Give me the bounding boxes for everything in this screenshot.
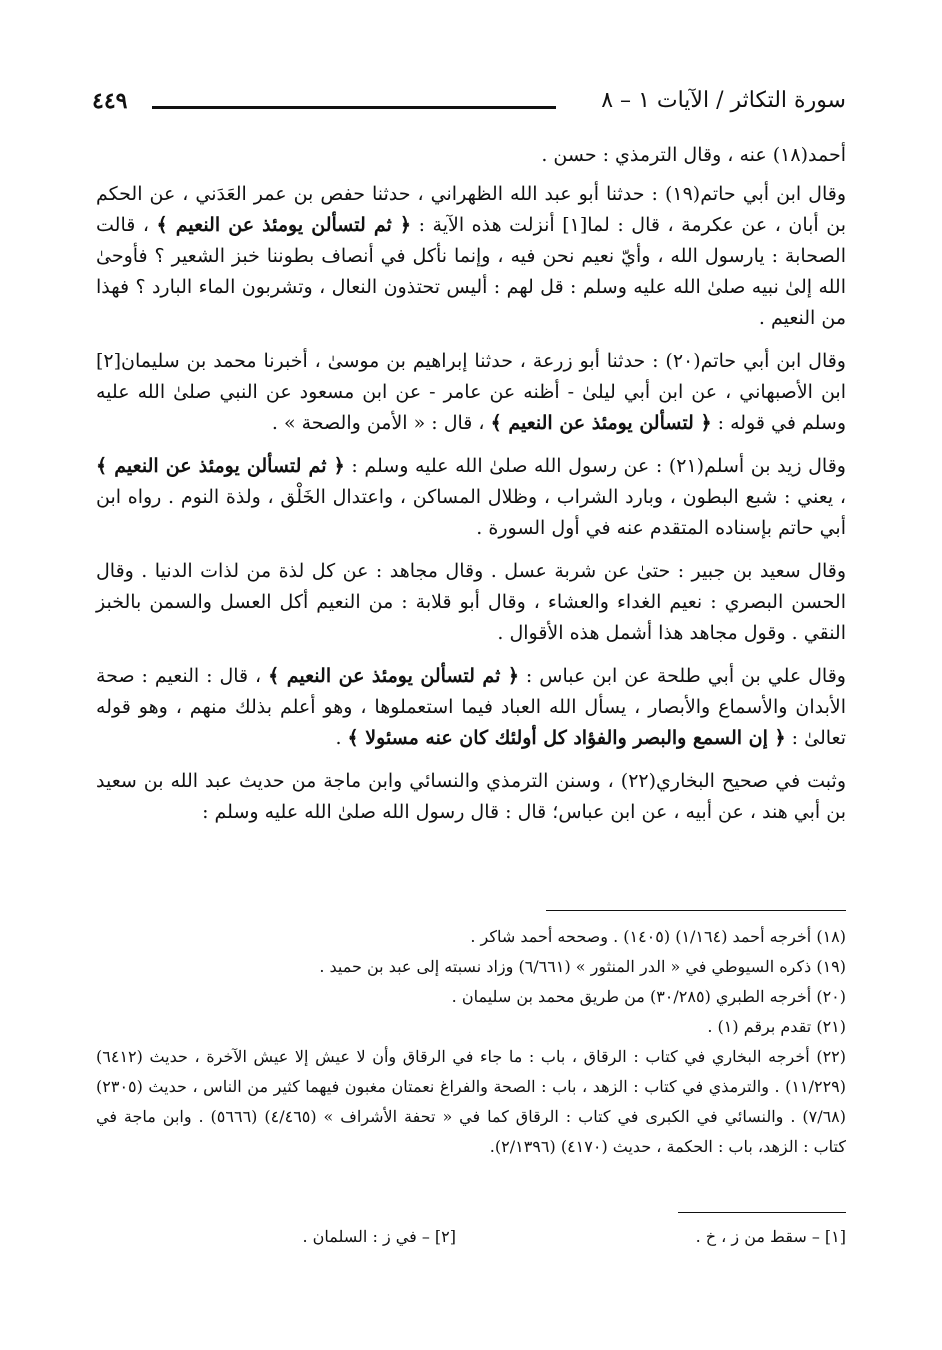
header-rule bbox=[152, 106, 556, 109]
text-run: وثبت في صحيح البخاري(٢٢) ، وسنن الترمذي والنسائي وابن ماجة من حديث عبد الله بن سعيد بن أبي هند ، عن أبيه ، عن ابن عباس؛ قال : قال رسول الله صلىٰ الله عليه وسلم : bbox=[96, 770, 847, 823]
text-run: ، قال : النعيم : صحة الأبدان والأسماع والأبصار ، يسأل الله العباد فيما استعملوها ، وهو أعلم بذلك منهم ، وهو قوله تعالىٰ : bbox=[96, 665, 846, 749]
text-run: ، قالت الصحابة : يارسول الله ، وأيّ نعيم نحن فيه ، وإنما نأكل في أنصاف بطوننا خبز الشعير ؟ فأوحىٰ الله إلىٰ نبيه صلىٰ الله عليه وسلم : قل لهم : أليس تحتذون النعال ، وتشربون الماء البارد ؟ فهذا من النعيم . bbox=[96, 214, 846, 329]
paragraph bbox=[96, 451, 846, 544]
quran-quote: ﴿ ثم لتسألن يومئذ عن النعيم ﴾ bbox=[268, 665, 519, 687]
footnote: (١٨) أخرجه أحمد (١/١٦٤) (١٤٠٥) . وصححه أحمد شاكر . bbox=[470, 927, 846, 946]
footnotes bbox=[96, 922, 846, 1162]
text-run: وقال ابن أبي حاتم(١٩) : حدثنا أبو عبد الله الظهراني ، حدثنا حفص بن عمر العَدَني ، عن الحكم بن أبان ، عن عكرمة ، قال : لما[١] أنزلت هذه الآية : bbox=[96, 183, 846, 236]
text-run: . bbox=[335, 727, 348, 749]
footnote: (١٩) ذكره السيوطي في « الدر المنثور » (٦/٦٦١) وزاد نسبته إلى عبد بن حميد . bbox=[319, 957, 846, 976]
quran-quote: ﴿ إن السمع والبصر والفؤاد كل أولئك كان عنه مسئولا ﴾ bbox=[347, 727, 786, 749]
text-run: وقال ابن أبي حاتم(٢٠) : حدثنا أبو زرعة ، حدثنا إبراهيم بن موسىٰ ، أخبرنا محمد بن سليمان[٢] ابن الأصبهاني ، عن ابن أبي ليلىٰ - أظنه عن عامر - عن ابن مسعود عن النبي صلىٰ الله عليه وسلم في قوله : bbox=[96, 350, 846, 434]
paragraph bbox=[96, 661, 846, 754]
text-run: وقال علي بن أبي طلحة عن ابن عباس : bbox=[519, 665, 846, 687]
running-header bbox=[92, 88, 846, 122]
paragraph bbox=[96, 346, 846, 439]
text-run: ، قال : « الأمن والصحة » . bbox=[271, 412, 491, 434]
editorial-note: [١] – سقط من ز ، خ . bbox=[695, 1227, 846, 1246]
paragraph bbox=[96, 179, 846, 334]
page-number: ٤٤٩ bbox=[92, 88, 128, 114]
text-run: أحمد(١٨) عنه ، وقال الترمذي : حسن . bbox=[541, 144, 846, 166]
editorial-note: [٢] – في ز : السلمان . bbox=[302, 1227, 456, 1246]
footnote: (٢٢) أخرجه البخاري في كتاب : الرقاق ، باب : ما جاء في الرقاق وأن لا عيش إلا عيش الآخرة ، حديث (٦٤١٢) (١١/٢٢٩) . والترمذي في كتاب : الزهد ، باب : الصحة والفراغ نعمتان مغبون فيهما كثير من الناس ، حديث (٢٣٠٥) (٧/٦٨) . والنسائي في الكبرى في كتاب : الرقاق كما في « تحفة الأشراف » (٤/٤٦٥) (٥٦٦٦) . وابن ماجة في كتاب : الزهد، باب : الحكمة ، حديث (٤١٧٠) (٢/١٣٩٦). bbox=[96, 1047, 847, 1156]
footnote: (٢١) تقدم برقم (١) . bbox=[707, 1017, 846, 1036]
main-text bbox=[96, 140, 846, 840]
paragraph bbox=[96, 556, 846, 649]
surah-title: سورة التكاثر / الآيات ١ – ٨ bbox=[601, 88, 846, 113]
quran-quote: ﴿ ثم لتسألن يومئذ عن النعيم ﴾ bbox=[156, 214, 412, 236]
footnote-separator bbox=[546, 910, 846, 911]
text-run: وقال سعيد بن جبير : حتىٰ عن شربة عسل . وقال مجاهد : عن كل لذة من لذات الدنيا . وقال الحسن البصري : نعيم الغداء والعشاء ، وقال أبو قلابة : من النعيم أكل العسل والسمن بالخبز النقي . وقول مجاهد هذا أشمل هذه الأقوال . bbox=[96, 560, 846, 644]
quran-quote: ﴿ لتسألن يومئذ عن النعيم ﴾ bbox=[490, 412, 712, 434]
text-run: وقال زيد بن أسلم(٢١) : عن رسول الله صلىٰ الله عليه وسلم : bbox=[344, 455, 846, 477]
paragraph bbox=[96, 766, 846, 828]
footnote: (٢٠) أخرجه الطبري (٣٠/٢٨٥) من طريق محمد بن سليمان . bbox=[451, 987, 846, 1006]
quran-quote: ﴿ ثم لتسألن يومئذ عن النعيم ﴾ bbox=[96, 455, 345, 477]
paragraph bbox=[96, 140, 846, 171]
text-run: ، يعني : شبع البطون ، وبارد الشراب ، وظلال المساكن ، واعتدال الخَلْق ، ولذة النوم . رواه ابن أبي حاتم بإسناده المتقدم عنه في أول السورة . bbox=[96, 486, 846, 539]
editorial-separator bbox=[678, 1212, 846, 1213]
